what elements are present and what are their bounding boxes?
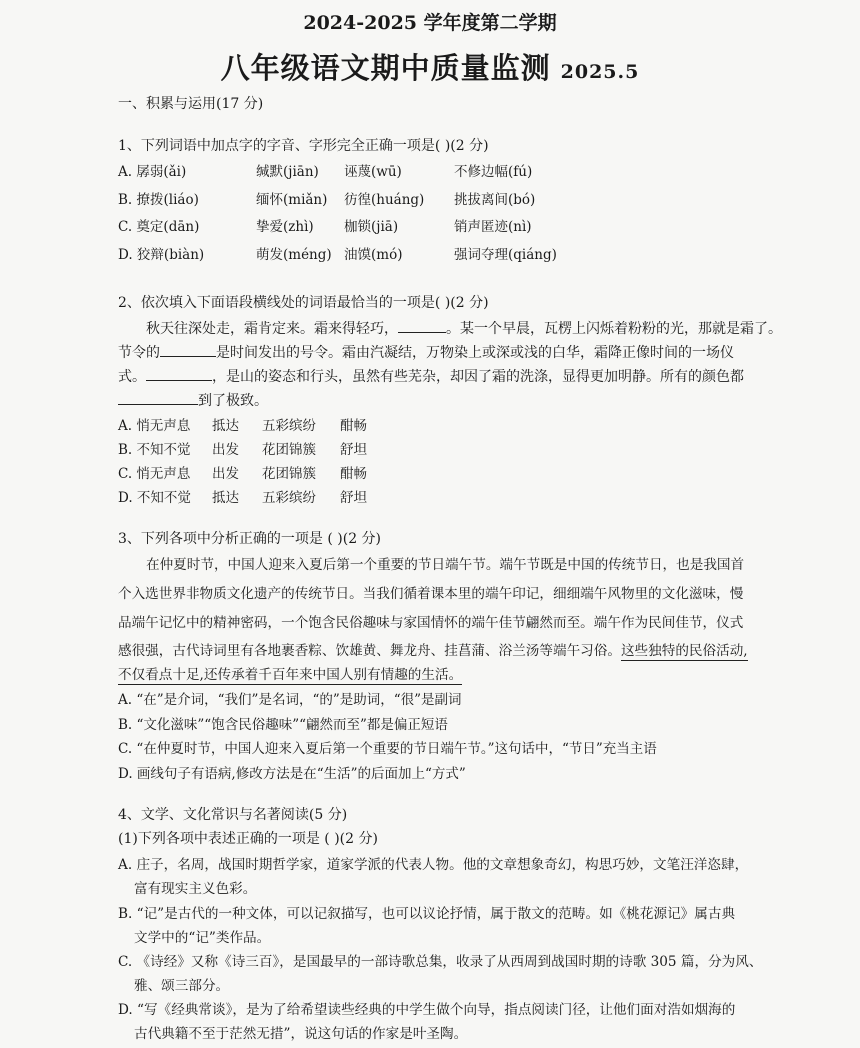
option-text: 酣畅 bbox=[340, 418, 367, 434]
question-3-stem: 3、下列各项中分析正确的一项是 ( )(2 分) bbox=[118, 531, 382, 547]
option-text: 舒坦 bbox=[340, 490, 367, 506]
option-text: 花团锦簇 bbox=[262, 466, 316, 482]
question-3-passage-line bbox=[118, 663, 462, 683]
option-text: D. 狡辩(biàn) bbox=[118, 247, 205, 263]
passage-text: 感很强，古代诗词里有各地裹香粽、饮雄黄、舞龙舟、挂菖蒲、浴兰汤等端午习俗。 bbox=[118, 643, 621, 659]
question-3-option-c: C. “在仲夏时节，中国人迎来入夏后第一个重要的节日端午节。”这句话中，“节日”充当主语 bbox=[118, 741, 657, 757]
underlined-sentence: 这些独特的民俗活动, bbox=[620, 643, 748, 659]
option-text: D. 不知不觉 bbox=[118, 490, 191, 506]
option-text: 萌发(méng) bbox=[256, 247, 332, 263]
exam-date: 2025.5 bbox=[560, 61, 640, 83]
fill-blank[interactable] bbox=[146, 366, 212, 381]
question-2-passage-line bbox=[118, 390, 268, 410]
option-text: 诬蔑(wū) bbox=[344, 164, 402, 180]
question-2-passage-line bbox=[118, 342, 734, 362]
question-4-stem: 4、文学、文化常识与名著阅读(5 分) bbox=[118, 807, 348, 823]
option-text: 缅怀(miǎn) bbox=[256, 192, 328, 208]
term-header: 2024-2025 学年度第二学期 bbox=[303, 12, 557, 34]
option-text: 彷徨(huáng) bbox=[344, 192, 425, 208]
question-3-passage-line bbox=[118, 639, 748, 659]
option-text: 抵达 bbox=[212, 490, 239, 506]
passage-text: 到了极致。 bbox=[198, 393, 268, 409]
fill-blank[interactable] bbox=[398, 318, 446, 333]
fill-blank[interactable] bbox=[118, 390, 198, 405]
option-text: 枷锁(jiā) bbox=[344, 219, 399, 235]
option-text: 销声匿迹(nì) bbox=[454, 219, 532, 235]
passage-text: 节令的 bbox=[118, 345, 160, 361]
option-text: C. 悄无声息 bbox=[118, 466, 191, 482]
option-text: 强词夺理(qiáng) bbox=[454, 247, 557, 263]
passage-text: 式。 bbox=[118, 369, 146, 385]
option-text: 酣畅 bbox=[340, 466, 367, 482]
passage-text: 秋天往深处走，霜肯定来。霜来得轻巧， bbox=[146, 321, 398, 337]
question-2-passage-line bbox=[146, 318, 782, 338]
question-4-option-line: C. 《诗经》又称《诗三百》，是国最早的一部诗歌总集，收录了从西周到战国时期的诗歌 305 篇，分为风、 bbox=[118, 954, 763, 970]
question-4-option-line: 古代典籍不至于茫然无措”，说这句话的作家是叶圣陶。 bbox=[134, 1026, 468, 1042]
option-text: B. 撩拨(liáo) bbox=[118, 192, 199, 208]
question-3-option-a: A. “在”是介词，“我们”是名词，“的”是助词，“很”是副词 bbox=[118, 692, 462, 708]
question-3-passage-line: 在仲夏时节，中国人迎来入夏后第一个重要的节日端午节。端午节既是中国的传统节日，也是我国首 bbox=[146, 557, 745, 573]
exam-title bbox=[0, 46, 860, 87]
question-2-passage-line bbox=[118, 366, 744, 386]
underlined-sentence: 不仅看点十足,还传承着千百年来中国人别有情趣的生活。 bbox=[118, 667, 463, 683]
question-3-option-d: D. 画线句子有语病,修改方法是在“生活”的后面加上“方式” bbox=[118, 766, 466, 782]
passage-text: 是时间发出的号令。霜由汽凝结，万物染上或深或浅的白华，霜降正像时间的一场仪 bbox=[216, 345, 734, 361]
question-3-option-b: B. “文化滋味”“饱含民俗趣味”“翩然而至”都是偏正短语 bbox=[118, 717, 448, 733]
option-text: 油馍(mó) bbox=[344, 247, 403, 263]
question-4-option-line: D. “写《经典常谈》，是为了给希望读些经典的中学生做个向导，指点阅读门径，让他们面对浩如烟海的 bbox=[118, 1002, 736, 1018]
option-text: 出发 bbox=[212, 442, 239, 458]
question-3-passage-line: 个入选世界非物质文化遗产的传统节日。当我们循着课本里的端午印记，细细端午风物里的文化滋味，慢 bbox=[118, 586, 744, 602]
question-2-stem: 2、依次填入下面语段横线处的词语最恰当的一项是( )(2 分) bbox=[118, 295, 489, 311]
option-text: A. 悄无声息 bbox=[118, 418, 191, 434]
question-4-option-line: 雅、颂三部分。 bbox=[134, 978, 230, 994]
option-text: 出发 bbox=[212, 466, 239, 482]
passage-text: 。某一个早晨，瓦楞上闪烁着粉粉的光，那就是霜了。 bbox=[446, 321, 782, 337]
question-4-option-line: B. “记”是古代的一种文体，可以记叙描写，也可以议论抒情，属于散文的范畴。如《桃花源记》属古典 bbox=[118, 906, 736, 922]
option-text: 抵达 bbox=[212, 418, 239, 434]
question-4-option-line: 富有现实主义色彩。 bbox=[134, 881, 257, 897]
question-1-stem: 1、下列词语中加点字的字音、字形完全正确一项是( )(2 分) bbox=[118, 138, 489, 154]
question-3-passage-line: 品端午记忆中的精神密码，一个饱含民俗趣味与家国情怀的端午佳节翩然而至。端午作为民间佳节，仪式 bbox=[118, 615, 744, 631]
option-text: 舒坦 bbox=[340, 442, 367, 458]
option-text: 五彩缤纷 bbox=[262, 490, 316, 506]
title-text: 八年级语文期中质量监测 bbox=[220, 51, 551, 85]
option-text: 挑拔离间(bó) bbox=[454, 192, 536, 208]
option-text: B. 不知不觉 bbox=[118, 442, 191, 458]
section-heading: 一、积累与运用(17 分) bbox=[118, 96, 264, 112]
fill-blank[interactable] bbox=[160, 342, 216, 357]
passage-text: ，是山的姿态和行头，虽然有些芜杂，却因了霜的洗涤，显得更加明静。所有的颜色都 bbox=[212, 369, 744, 385]
option-text: A. 孱弱(ǎi) bbox=[118, 164, 187, 180]
option-text: C. 奠定(dān) bbox=[118, 219, 200, 235]
option-text: 五彩缤纷 bbox=[262, 418, 316, 434]
question-4-option-line: A. 庄子，名周，战国时期哲学家，道家学派的代表人物。他的文章想象奇幻，构思巧妙，文笔汪洋恣肆， bbox=[118, 857, 749, 873]
option-text: 挚爱(zhì) bbox=[256, 219, 314, 235]
question-4-sub-stem: (1)下列各项中表述正确的一项是 ( )(2 分) bbox=[118, 831, 378, 847]
question-4-option-line: 文学中的“记”类作品。 bbox=[134, 930, 271, 946]
option-text: 花团锦簇 bbox=[262, 442, 316, 458]
option-text: 缄默(jiān) bbox=[256, 164, 319, 180]
option-text: 不修边幅(fú) bbox=[454, 164, 533, 180]
